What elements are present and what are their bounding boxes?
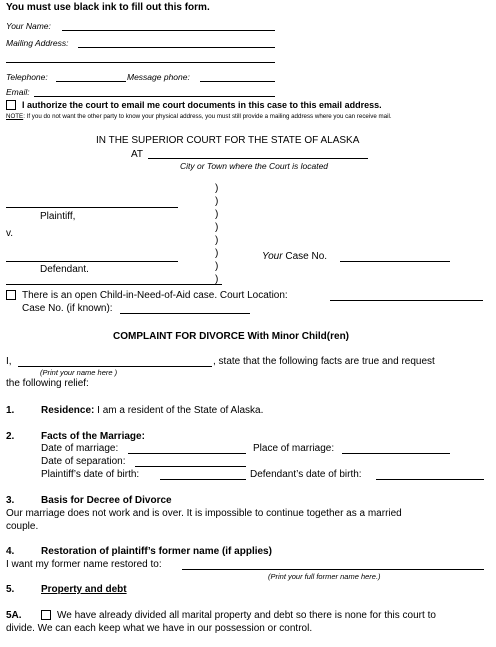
case-number-label xyxy=(262,251,327,262)
note-prefix: NOTE xyxy=(6,113,24,120)
telephone-label: Telephone: xyxy=(6,72,48,82)
email-label: Email: xyxy=(6,87,30,97)
section-5a-text-1: We have already divided all marital property and debt so there is none for this court to xyxy=(57,610,436,621)
section-5a-checkbox[interactable] xyxy=(41,610,51,620)
section-5a-text-2: divide. We can each keep what we have in our possession or control. xyxy=(6,623,313,634)
section-5-title: Property and debt xyxy=(41,584,127,595)
complaint-statement: , state that the following facts are true and request xyxy=(213,356,435,367)
cina-checkbox[interactable] xyxy=(6,290,16,300)
paren: ) xyxy=(215,274,219,285)
at-label: AT xyxy=(131,149,144,160)
print-name-caption: (Print your name here ) xyxy=(40,368,118,377)
mailing-address-label: Mailing Address: xyxy=(6,38,69,48)
case-number-field[interactable] xyxy=(340,261,450,262)
mailing-address-field-2[interactable] xyxy=(6,62,275,63)
section-1-title: Residence: xyxy=(41,405,95,416)
date-of-marriage-label: Date of marriage: xyxy=(41,443,119,454)
date-of-separation-label: Date of separation: xyxy=(41,456,126,467)
mailing-address-field[interactable] xyxy=(78,47,275,48)
defendant-label: Defendant. xyxy=(40,264,89,275)
section-2-title: Facts of the Marriage: xyxy=(41,431,145,442)
plaintiff-label: Plaintiff, xyxy=(40,211,76,222)
telephone-field[interactable] xyxy=(56,81,126,82)
plaintiff-name-field[interactable] xyxy=(6,207,178,208)
former-name-caption: (Print your full former name here.) xyxy=(268,572,381,581)
email-field[interactable] xyxy=(34,96,275,97)
name-field[interactable] xyxy=(62,30,275,31)
plaintiff-dob-field[interactable] xyxy=(160,479,246,480)
paren: ) xyxy=(215,196,219,207)
message-phone-field[interactable] xyxy=(200,81,275,82)
paren: ) xyxy=(215,235,219,246)
date-of-marriage-field[interactable] xyxy=(128,453,246,454)
section-2-number: 2. xyxy=(6,431,15,442)
date-of-separation-field[interactable] xyxy=(135,466,246,467)
cina-case-number-field[interactable] xyxy=(120,313,250,314)
address-note xyxy=(6,113,392,120)
plaintiff-dob-label: Plaintiff’s date of birth: xyxy=(41,469,140,480)
paren: ) xyxy=(215,222,219,233)
paren: ) xyxy=(215,183,219,194)
section-1-text: I am a resident of the State of Alaska. xyxy=(97,405,264,416)
defendant-name-field[interactable] xyxy=(6,261,178,262)
paren: ) xyxy=(215,261,219,272)
email-consent-text: I authorize the court to email me court documents in this case to this email address. xyxy=(22,100,382,110)
section-4-text: I want my former name restored to: xyxy=(6,559,162,570)
caption-bottom-rule xyxy=(6,284,222,285)
case-number-text: Case No. xyxy=(285,251,328,262)
section-5-number: 5. xyxy=(6,584,15,595)
court-city-field[interactable] xyxy=(148,158,368,159)
cina-court-location-field[interactable] xyxy=(330,300,483,301)
cina-case-number-label: Case No. (if known): xyxy=(22,303,113,314)
email-consent-checkbox[interactable] xyxy=(6,100,16,110)
case-number-italic: Your xyxy=(262,251,283,262)
section-3-number: 3. xyxy=(6,495,15,506)
former-name-field[interactable] xyxy=(182,569,484,570)
section-4-title: Restoration of plaintiff’s former name (if applies) xyxy=(41,546,272,557)
paren: ) xyxy=(215,248,219,259)
note-text: : If you do not want the other party to know your physical address, you must still provide a mailing address where you can receive mail. xyxy=(23,113,392,120)
section-3-title: Basis for Decree of Divorce xyxy=(41,495,172,506)
cina-text: There is an open Child-in-Need-of-Aid case. Court Location: xyxy=(22,290,288,301)
place-of-marriage-field[interactable] xyxy=(342,453,450,454)
complaint-statement-cont: the following relief: xyxy=(6,378,89,389)
section-1 xyxy=(41,405,263,416)
paren: ) xyxy=(215,209,219,220)
print-name-field[interactable] xyxy=(18,366,212,367)
section-1-number: 1. xyxy=(6,405,15,416)
court-title: IN THE SUPERIOR COURT FOR THE STATE OF ALASKA xyxy=(96,135,360,146)
section-5a-number: 5A. xyxy=(6,610,22,621)
defendant-dob-field[interactable] xyxy=(376,479,484,480)
name-label: Your Name: xyxy=(6,21,51,31)
complaint-title: COMPLAINT FOR DIVORCE With Minor Child(ren) xyxy=(113,331,350,342)
versus-label: v. xyxy=(6,228,14,239)
section-3-text-2: couple. xyxy=(6,521,39,532)
ink-notice: You must use black ink to fill out this form. xyxy=(6,2,210,13)
place-of-marriage-label: Place of marriage: xyxy=(253,443,335,454)
section-3-text-1: Our marriage does not work and is over. It is impossible to continue together as a married xyxy=(6,508,402,519)
message-phone-label: Message phone: xyxy=(127,72,190,82)
defendant-dob-label: Defendant’s date of birth: xyxy=(250,469,362,480)
section-4-number: 4. xyxy=(6,546,15,557)
city-caption: City or Town where the Court is located xyxy=(180,161,329,171)
i-label: I, xyxy=(6,356,12,367)
